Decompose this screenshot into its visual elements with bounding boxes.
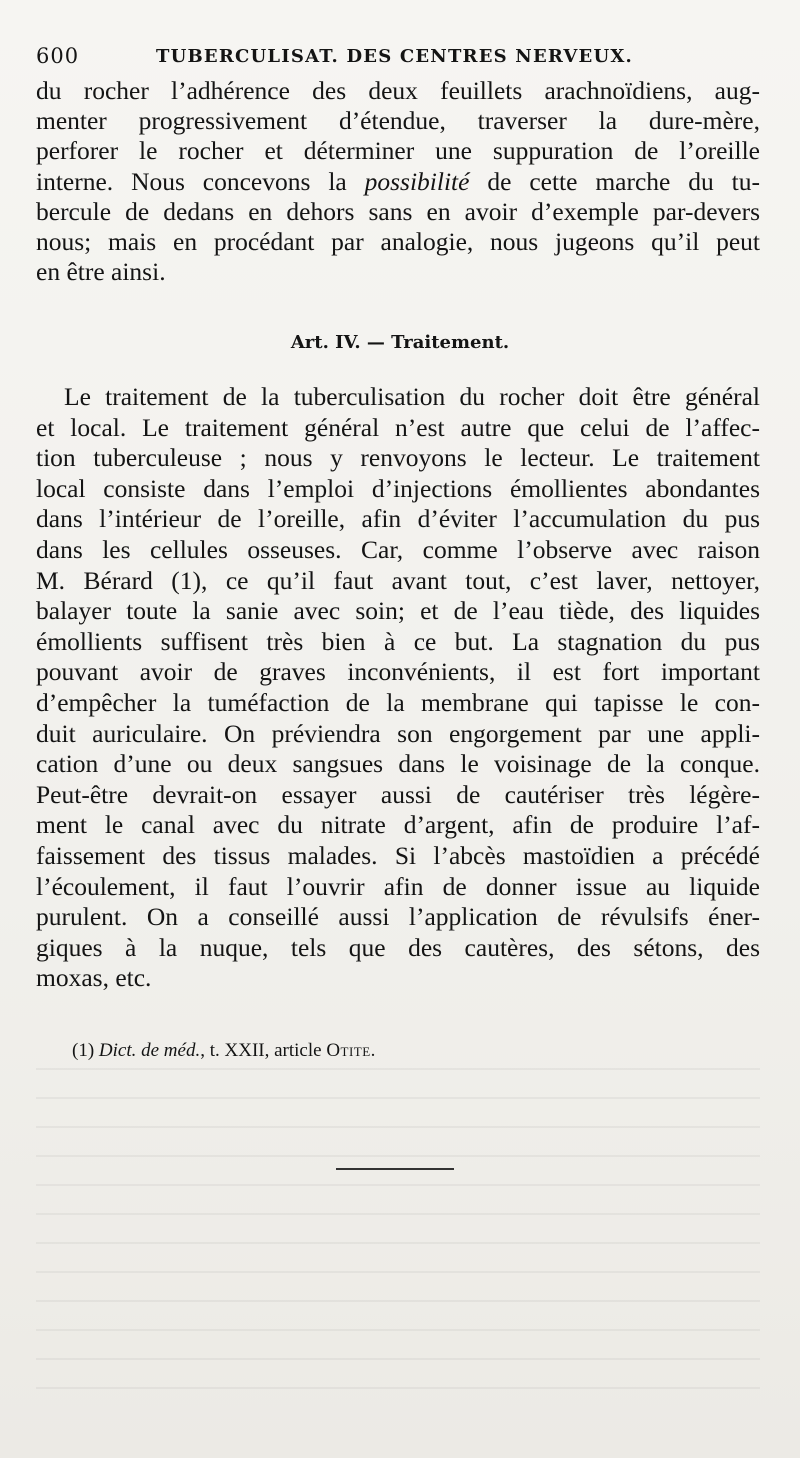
paragraph-continuation xyxy=(36,76,760,287)
text-line: nous; mais en procédant par analogie, nous jugeons qu’il peut xyxy=(36,226,760,256)
show-through-texture xyxy=(36,1050,760,1410)
text-line: perforer le rocher et déterminer une suppuration de l’oreille xyxy=(36,136,760,166)
text-line: duit auriculaire. On préviendra son engorgement par une appli- xyxy=(36,718,760,748)
footnote-marker: (1) xyxy=(72,1040,95,1061)
text-line: en être ainsi. xyxy=(36,257,166,287)
text-line: giques à la nuque, tels que des cautères, des sétons, des xyxy=(36,932,760,962)
text-line: moxas, etc. xyxy=(36,963,152,993)
end-rule xyxy=(336,1168,454,1170)
text-line: tion tuberculeuse ; nous y renvoyons le lecteur. Le traitement xyxy=(36,443,760,473)
text-line: pouvant avoir de graves inconvénients, il est fort important xyxy=(36,657,760,687)
text-line: M. Bérard (1), ce qu’il faut avant tout, c’est laver, nettoyer, xyxy=(36,565,760,595)
text-line: et local. Le traitement général n’est autre que celui de l’affec- xyxy=(36,412,760,442)
text-line: balayer toute la sanie avec soin; et de l’eau tiède, des liquides xyxy=(36,596,760,626)
text-line: faissement des tissus malades. Si l’abcès mastoïdien a précédé xyxy=(36,840,760,870)
text-line: Peut-être devrait-on essayer aussi de cautériser très légère- xyxy=(36,779,760,809)
text-line: l’écoulement, il faut l’ouvrir afin de donner issue au liquide xyxy=(36,871,760,901)
text-line: purulent. On a conseillé aussi l’application de révulsifs éner- xyxy=(36,902,760,932)
text-line: interne. Nous concevons la possibilité de cette marche du tu- xyxy=(36,166,760,196)
text-line: ment le canal avec du nitrate d’argent, afin de produire l’af- xyxy=(36,810,760,840)
text-line: dans l’intérieur de l’oreille, afin d’éviter l’accumulation du pus xyxy=(36,504,760,534)
page-number: 600 xyxy=(36,44,80,68)
text-line: cation d’une ou deux sangsues dans le voisinage de la conque. xyxy=(36,749,760,779)
text-line: dans les cellules osseuses. Car, comme l’observe avec raison xyxy=(36,534,760,564)
text-line: local consiste dans l’emploi d’injections émollientes abondantes xyxy=(36,473,760,503)
footnote-work: Dict. de méd. xyxy=(98,1040,201,1061)
running-header xyxy=(36,40,756,74)
running-title: TUBERCULISAT. DES CENTRES NERVEUX. xyxy=(156,46,634,67)
section-title: Art. IV. — Traitement. xyxy=(290,332,510,353)
paragraph-traitement xyxy=(36,382,760,994)
text-line: Le traitement de la tuberculisation du rocher doit être général xyxy=(64,382,760,411)
text-line: d’empêcher la tuméfaction de la membrane qui tapisse le con- xyxy=(36,687,760,717)
footnote-article: Otite. xyxy=(326,1040,376,1061)
text-line: émollients suffisent très bien à ce but. La stagnation du pus xyxy=(36,626,760,656)
text-line: bercule de dedans en dehors sans en avoir d’exemple par-devers xyxy=(36,196,760,226)
text-line: du rocher l’adhérence des deux feuillets arachnoïdiens, aug- xyxy=(36,76,760,105)
footnote-reference: , t. XXII, article xyxy=(200,1040,327,1061)
footnote xyxy=(72,1040,672,1062)
text-line: menter progressivement d’étendue, traverser la dure-mère, xyxy=(36,106,760,136)
